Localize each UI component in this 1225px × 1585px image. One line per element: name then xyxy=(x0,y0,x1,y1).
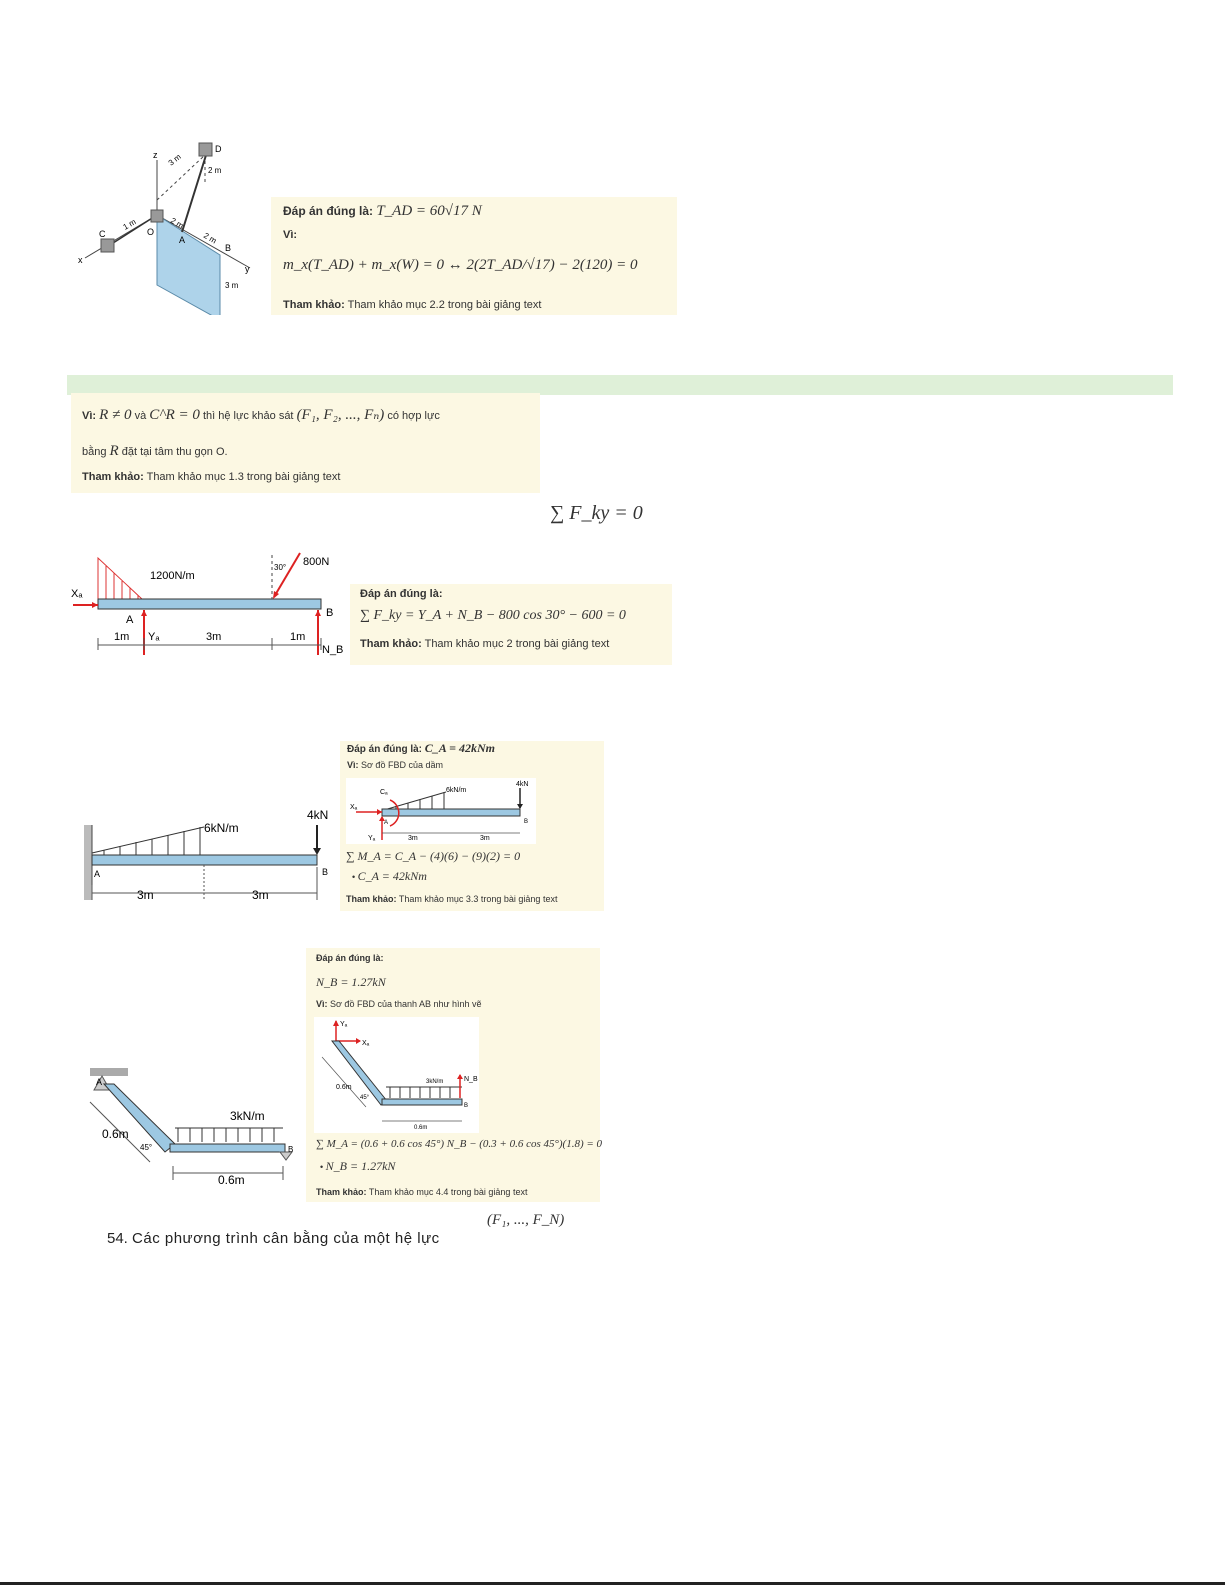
q4-vi-text: Sơ đồ FBD của dầm xyxy=(361,760,443,770)
q1-label-2m-b: 2 m xyxy=(202,230,219,246)
q3-figure xyxy=(68,550,348,662)
q4-label-a: A xyxy=(94,869,101,879)
q3-label-b: B xyxy=(326,607,334,619)
q1-answer-box xyxy=(271,197,677,315)
q1-label-z: z xyxy=(153,150,158,160)
q1-label-2m-a: 2 m xyxy=(169,215,186,231)
q5-label-angle: 45° xyxy=(140,1143,153,1152)
q4-fbd-xa: Xₐ xyxy=(350,804,358,811)
q4-fbd-ca: Cₐ xyxy=(380,789,388,796)
q1-label-1m: 1 m xyxy=(121,217,138,232)
q5-fbd-nb: N_B xyxy=(464,1076,478,1083)
q5-label-b: B xyxy=(288,1145,294,1154)
q4-fbd-d2: 3m xyxy=(480,835,490,842)
q1-label-3m-side: 3 m xyxy=(225,281,239,290)
q4-figure xyxy=(82,805,337,905)
q2-math-f: (F₁, F₂, ..., Fₙ) xyxy=(296,407,385,423)
q4-ref-text: Tham khảo mục 3.3 trong bài giảng text xyxy=(398,894,558,904)
q4-label-d2: 3m xyxy=(252,888,269,902)
q3-label-angle: 30° xyxy=(274,563,287,572)
q1-label-d: D xyxy=(215,144,222,154)
q5-label-load: 3kN/m xyxy=(230,1109,265,1123)
q5-equation: ∑ M_A = (0.6 + 0.6 cos 45°) N_B − (0.3 + 0.6 cos 45°)(1.8) = 0 xyxy=(316,1138,603,1150)
q2-ref-label: Tham khảo: xyxy=(82,471,144,483)
q1-label-c: C xyxy=(99,229,106,239)
q3-answer-label: Đáp án đúng là: xyxy=(360,588,443,600)
q5-label-a: A xyxy=(96,1077,103,1087)
q5-ref-text: Tham khảo mục 4.4 trong bài giảng text xyxy=(368,1187,528,1197)
q54-math: (F₁, ..., F_N) xyxy=(487,1212,565,1228)
question-header-bar xyxy=(67,375,1173,395)
question-54 xyxy=(107,1230,440,1247)
q2-answer-box xyxy=(71,393,540,493)
q3-label-ya: Yₐ xyxy=(148,631,160,643)
q5-label-d: 0.6m xyxy=(218,1173,245,1187)
q4-answer-label: Đáp án đúng là: xyxy=(347,744,422,755)
q3-ref-text: Tham khảo mục 2 trong bài giảng text xyxy=(424,638,610,650)
q3-label-a: A xyxy=(126,614,134,626)
q3-ref-label: Tham khảo: xyxy=(360,638,422,650)
q5-answer-math: N_B = 1.27kN xyxy=(316,975,386,989)
q3-label-d3: 1m xyxy=(290,631,306,643)
q4-vi-label: Vì: xyxy=(347,760,359,770)
q5-fbd-len: 0.6m xyxy=(336,1084,352,1091)
q4-fbd-ya: Yₐ xyxy=(368,835,376,842)
q5-fbd-load: 3kN/m xyxy=(426,1079,444,1085)
q3-answer-box xyxy=(350,584,672,665)
q4-fbd-figure xyxy=(346,778,536,844)
q2-math-c: C^R = 0 xyxy=(149,407,200,423)
q1-answer-math: T_AD = 60√17 N xyxy=(376,203,482,219)
q2-and: và xyxy=(134,410,147,422)
q5-answer-label: Đáp án đúng là: xyxy=(316,953,384,963)
q4-fbd-b: B xyxy=(524,819,529,825)
q54-number: 54. xyxy=(107,1230,128,1247)
q4-label-b: B xyxy=(322,867,329,877)
q1-ref-text: Tham khảo mục 2.2 trong bài giảng text xyxy=(347,299,542,311)
q3-label-xa: Xₐ xyxy=(71,588,83,600)
q4-fbd-a: A xyxy=(384,820,389,826)
q3-label-force: 800N xyxy=(303,556,330,568)
q1-answer-label: Đáp án đúng là: xyxy=(283,204,373,218)
q4-equation: ∑ M_A = C_A − (4)(6) − (9)(2) = 0 xyxy=(346,849,521,863)
q5-fbd-xa: Xₐ xyxy=(362,1040,370,1047)
q2-line1-tail: có hợp lực xyxy=(387,410,440,422)
q1-label-b: B xyxy=(225,243,232,253)
q1-equation: m_x(T_AD) + m_x(W) = 0 ↔ 2(2T_AD/√17) − 2(120) = 0 xyxy=(283,257,638,273)
q4-label-force: 4kN xyxy=(307,808,329,822)
q5-bullet: N_B = 1.27kN xyxy=(325,1159,396,1173)
q2-line2-text: đặt tại tâm thu gọn O. xyxy=(121,446,228,458)
q4-bullet: C_A = 42kNm xyxy=(357,869,427,883)
q1-vi-label: Vì: xyxy=(283,229,298,241)
q5-vi-text: Sơ đồ FBD của thanh AB như hình vẽ xyxy=(330,999,482,1009)
q1-label-y: y xyxy=(245,264,250,274)
q54-text: Các phương trình cân bằng của một hệ lực xyxy=(132,1230,440,1247)
q5-fbd-figure xyxy=(314,1017,479,1133)
q5-answer-box: Đáp án đúng là: N_B = 1.27kN Vì: Sơ đồ FBD của thanh AB như hình vẽ Yₐ Xₐ 0.6m 45° 3kN/m N_B B 0.6m ∑ M_A = (0.6 + 0.6 cos 45°) N_B − (0.3 + 0.6 cos 45°)(1.8) = 0 • N_B = 1.27kN Tham khảo: Tham khảo mục 4.4 trong bài giảng text xyxy=(306,948,600,1202)
q4-ref-label: Tham khảo: xyxy=(346,894,397,904)
q1-label-2m-vert: 2 m xyxy=(208,166,222,175)
q1-label-o: O xyxy=(147,227,155,237)
q2-math-r: R ≠ 0 xyxy=(99,407,132,423)
q5-ref-label: Tham khảo: xyxy=(316,1187,367,1197)
q5-vi-label: Vì: xyxy=(316,999,328,1009)
q5-fbd-d: 0.6m xyxy=(414,1125,428,1131)
q2-ref-text: Tham khảo mục 1.3 trong bài giảng text xyxy=(146,471,341,483)
q4-fbd-load: 6kN/m xyxy=(446,787,467,794)
q2-line2-pre: bằng xyxy=(82,446,107,458)
q1-figure xyxy=(75,140,260,315)
q4-fbd-force: 4kN xyxy=(516,781,529,788)
q1-label-3m-top: 3 m xyxy=(166,152,183,168)
q3-label-load: 1200N/m xyxy=(150,570,195,582)
q5-fbd-ya: Yₐ xyxy=(340,1021,348,1028)
q4-label-load: 6kN/m xyxy=(204,821,239,835)
q1-label-x: x xyxy=(78,255,83,265)
q5-fbd-b: B xyxy=(464,1103,469,1109)
q4-fbd-d1: 3m xyxy=(408,835,418,842)
q3-label-nb: N_B xyxy=(322,644,344,656)
q5-figure xyxy=(80,1060,305,1190)
q4-label-d1: 3m xyxy=(137,888,154,902)
q1-label-a: A xyxy=(179,235,186,245)
q2-vi-label: Vì: xyxy=(82,410,97,422)
q3-header-equation: ∑ F_ky = 0 xyxy=(550,502,643,524)
q1-ref-label: Tham khảo: xyxy=(283,299,345,311)
q4-answer-math: C_A = 42kNm xyxy=(424,741,495,755)
q3-label-d2: 3m xyxy=(206,631,222,643)
q2-line1-text: thì hệ lực khảo sát xyxy=(202,410,294,422)
q3-equation: ∑ F_ky = Y_A + N_B − 800 cos 30° − 600 = 0 xyxy=(360,608,626,623)
q5-label-len: 0.6m xyxy=(102,1127,129,1141)
q3-label-d1: 1m xyxy=(114,631,130,643)
q5-fbd-angle: 45° xyxy=(360,1095,370,1101)
q4-answer-box: Đáp án đúng là: C_A = 42kNm Vì: Sơ đồ FBD của dầm Cₐ 6kN/m 4kN Xₐ A Yₐ B 3m 3m ∑ M_A = C_A − (4)(6) − (9)(2) = 0 • C_A = 42kNm Tham khảo: Tham khảo mục 3.3 trong bài giảng text xyxy=(340,741,604,911)
q2-line2-math: R xyxy=(109,443,119,459)
